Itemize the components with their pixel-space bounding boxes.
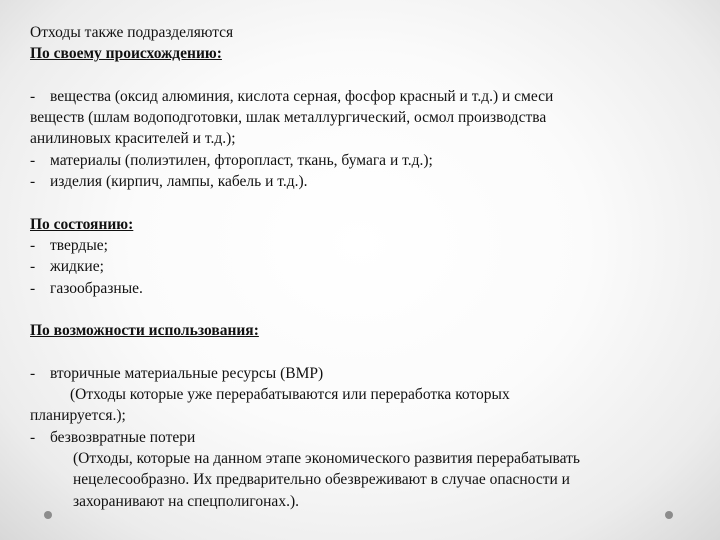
spacer [30, 65, 690, 86]
list-dash: - [30, 236, 36, 254]
usability-heading: По возможности использования: [30, 322, 259, 340]
list-dash: - [30, 87, 36, 105]
list-dash: - [30, 258, 36, 276]
origin-item-substances-cont-2: анилиновых красителей и т.д.); [30, 130, 236, 148]
slide-content [30, 22, 690, 512]
intro-line: Отходы также подразделяются [30, 24, 234, 41]
decorative-dot-right [665, 511, 673, 519]
origin-item-substances [30, 86, 690, 107]
usability-item-secondary-resources-note-2: планируется.); [30, 407, 126, 425]
state-item-solid-text: твердые; [50, 236, 108, 254]
list-dash: - [30, 173, 36, 191]
state-heading: По состоянию: [30, 215, 134, 233]
origin-item-substances-cont-1: веществ (шлам водоподготовки, шлак металлургический, осмол производства [30, 109, 547, 127]
usability-item-secondary-resources [30, 363, 690, 384]
origin-item-products-text: изделия (кирпич, лампы, кабель и т.д.). [50, 173, 308, 191]
origin-item-substances-text: вещества (оксид алюминия, кислота серная, фосфор красный и т.д.) и смеси [50, 87, 554, 105]
list-dash: - [30, 364, 36, 382]
state-item-gas [30, 278, 690, 299]
usability-item-irreversible-losses-note-1: (Отходы, которые на данном этапе экономического развития перерабатывать [73, 449, 580, 467]
spacer [30, 341, 690, 362]
list-dash: - [30, 151, 36, 169]
usability-item-secondary-resources-note-1: (Отходы которые уже перерабатываются или переработка которых [70, 386, 510, 404]
spacer [30, 192, 690, 213]
decorative-dot-left [44, 511, 52, 519]
usability-item-irreversible-losses [30, 427, 690, 448]
origin-heading: По своему происхождению: [30, 45, 222, 63]
origin-item-materials-text: материалы (полиэтилен, фторопласт, ткань, бумага и т.д.); [50, 151, 433, 169]
list-dash: - [30, 279, 36, 297]
usability-item-irreversible-losses-text: безвозвратные потери [50, 428, 196, 446]
usability-item-irreversible-losses-note-2: нецелесообразно. Их предварительно обезвреживают в случае опасности и [73, 471, 570, 489]
origin-item-products [30, 171, 690, 192]
origin-item-materials [30, 150, 690, 171]
spacer [30, 299, 690, 320]
usability-item-secondary-resources-text: вторичные материальные ресурсы (ВМР) [50, 364, 324, 382]
usability-item-irreversible-losses-note-3: захоранивают на спецполигонах.). [73, 492, 299, 510]
state-item-gas-text: газообразные. [50, 279, 143, 297]
state-item-solid [30, 235, 690, 256]
state-item-liquid [30, 256, 690, 277]
state-item-liquid-text: жидкие; [50, 258, 104, 276]
list-dash: - [30, 428, 36, 446]
